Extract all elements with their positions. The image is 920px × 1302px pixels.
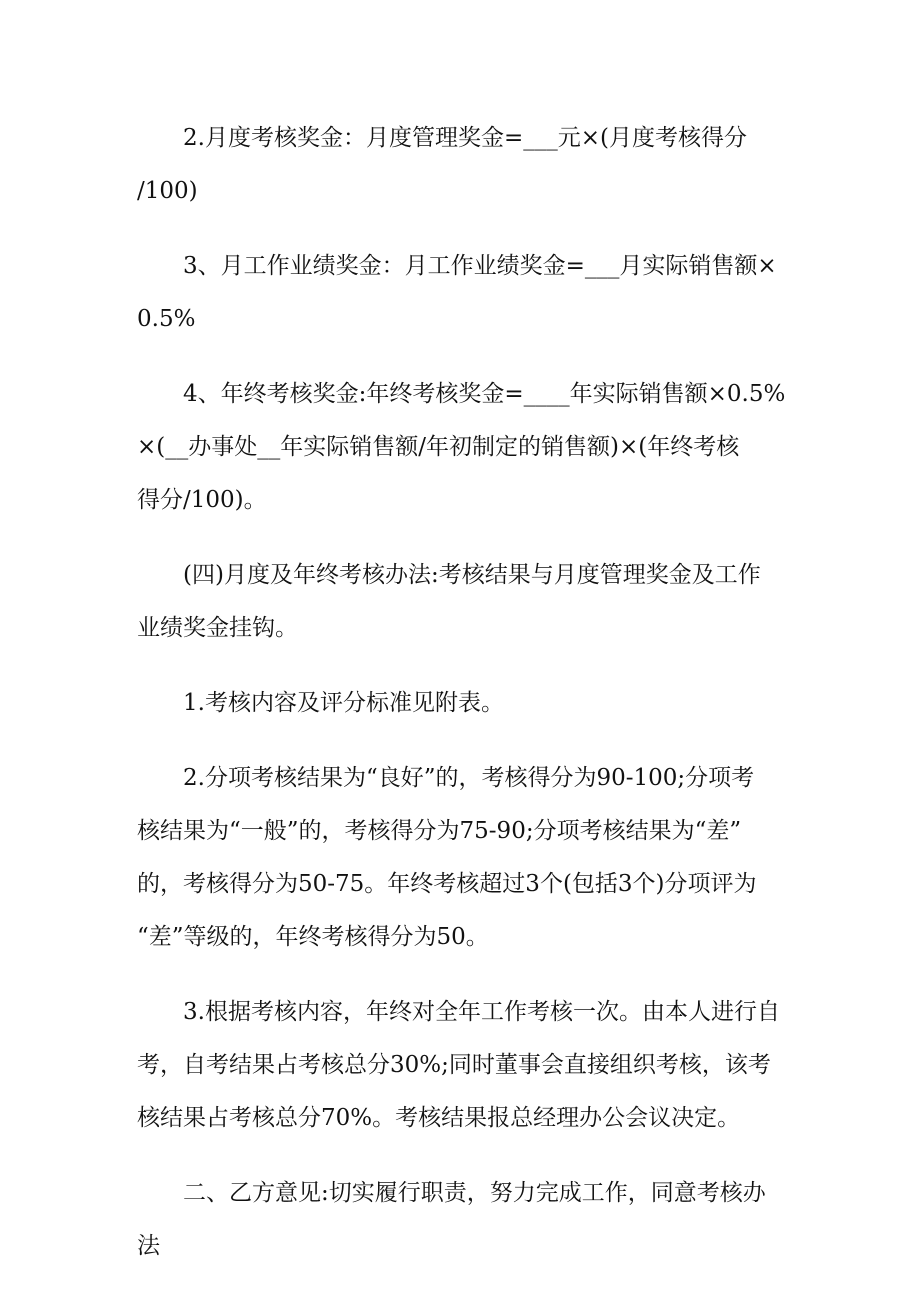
- text-line: 2.分项考核结果为“良好”的，考核得分为90-100;分项考: [183, 765, 755, 791]
- text-line: 法: [137, 1233, 160, 1259]
- text-line: 业绩奖金挂钩。: [137, 615, 298, 641]
- text-line: 得分/100)。: [137, 487, 267, 513]
- text-line: (四)月度及年终考核办法:考核结果与月度管理奖金及工作: [183, 562, 761, 588]
- paragraph-monthly-sales-bonus: [137, 240, 787, 346]
- text-line: 考，自考结果占考核总分30%;同时董事会直接组织考核，该考: [137, 1052, 771, 1078]
- text-line: 3、月工作业绩奖金：月工作业绩奖金=___月实际销售额×: [183, 253, 777, 279]
- text-line: /100): [137, 178, 198, 204]
- paragraph-party-b: [137, 1167, 787, 1273]
- text-line: 核结果占考核总分70%。考核结果报总经理办公会议决定。: [137, 1105, 741, 1131]
- document-body: [137, 112, 787, 1295]
- text-line: 1.考核内容及评分标准见附表。: [183, 690, 504, 716]
- paragraph-item-3: [137, 986, 787, 1145]
- text-line: 2.月度考核奖金：月度管理奖金=___元×(月度考核得分: [183, 125, 747, 151]
- paragraph-annual-bonus: [137, 368, 787, 527]
- text-line: 二、乙方意见:切实履行职责，努力完成工作，同意考核办: [183, 1180, 766, 1206]
- paragraph-monthly-bonus: [137, 112, 787, 218]
- paragraph-item-2: [137, 752, 787, 964]
- text-line: 0.5%: [137, 306, 196, 332]
- text-line: 的，考核得分为50-75。年终考核超过3个(包括3个)分项评为: [137, 871, 757, 897]
- paragraph-item-1: [137, 677, 787, 730]
- text-line: 4、年终考核奖金:年终考核奖金=____年实际销售额×0.5%: [183, 381, 786, 407]
- text-line: “差”等级的，年终考核得分为50。: [137, 924, 489, 950]
- text-line: 核结果为“一般”的，考核得分为75-90;分项考核结果为“差”: [137, 818, 742, 844]
- text-line: 3.根据考核内容，年终对全年工作考核一次。由本人进行自: [183, 999, 780, 1025]
- text-line: ×(__办事处__年实际销售额/年初制定的销售额)×(年终考核: [137, 434, 740, 460]
- paragraph-section-four: [137, 549, 787, 655]
